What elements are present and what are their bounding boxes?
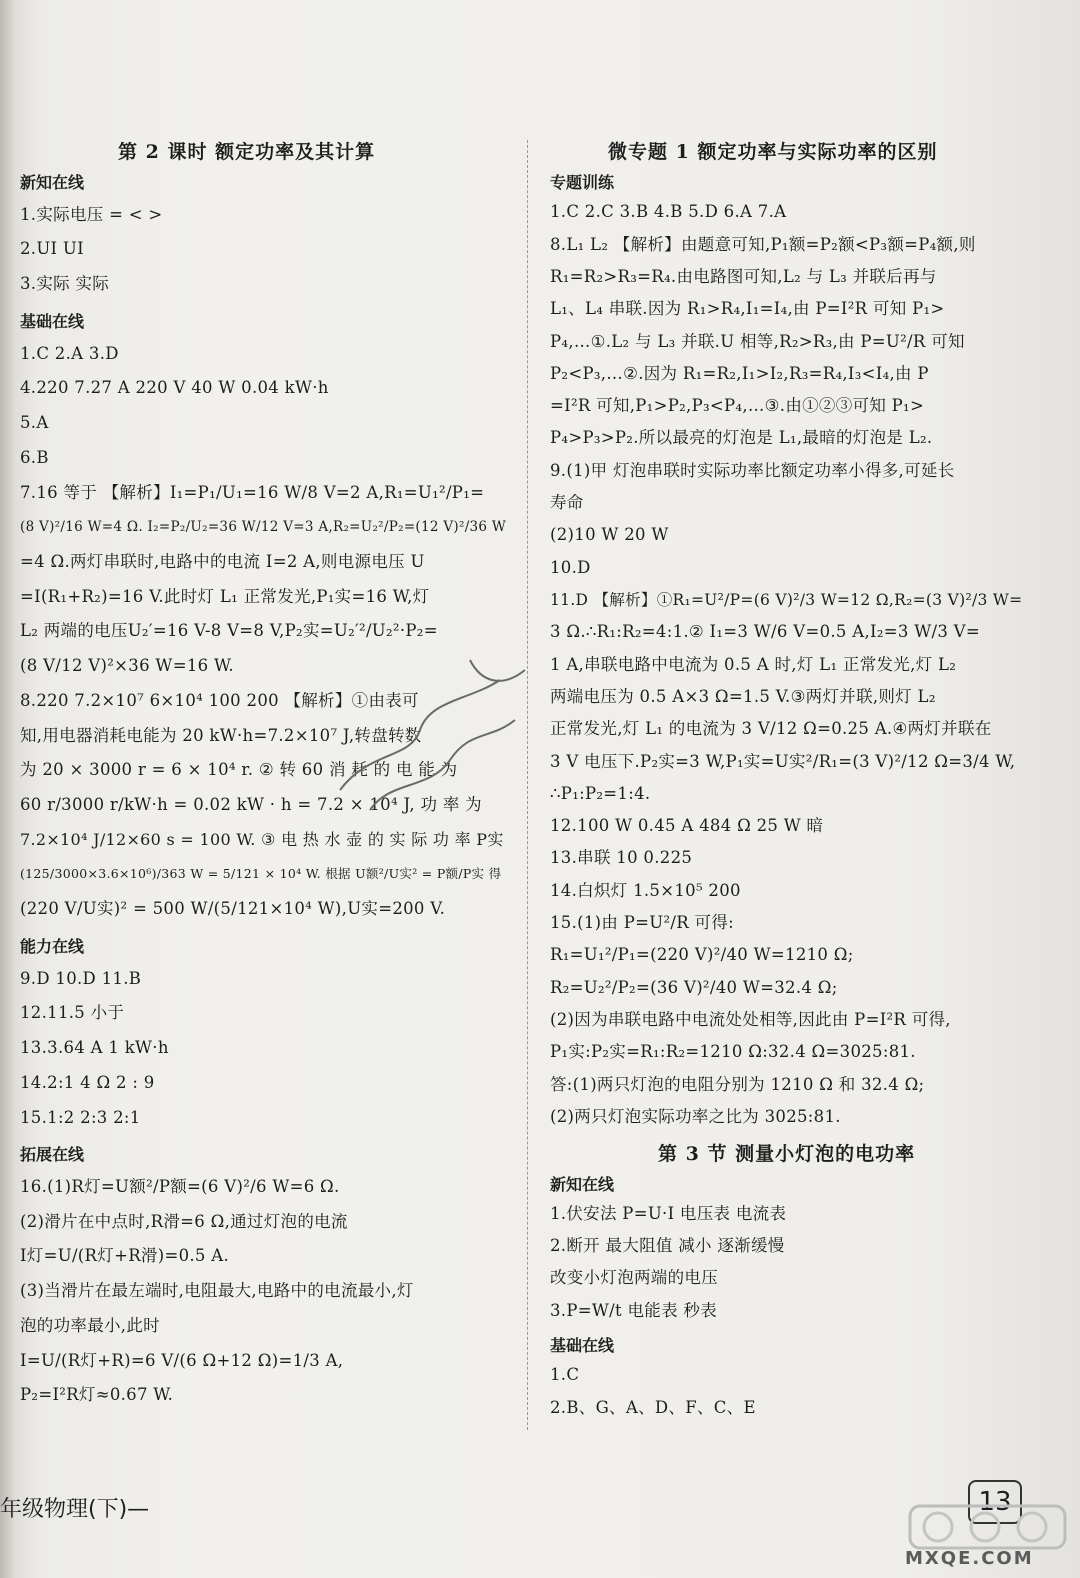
left-line: 8.220 7.2×10⁷ 6×10⁴ 100 200 【解析】①由表可	[20, 690, 419, 710]
right-line: (2)因为串联电路中电流处处相等,因此由 P=I²R 可得,	[550, 1010, 951, 1029]
right-line: ∴P₁:P₂=1:4.	[550, 783, 651, 803]
right-line: 11.D 【解析】①R₁=U²/P=(6 V)²/3 W=12 Ω,R₂=(3 V)²/3 W=	[550, 591, 1023, 609]
right-section-heading: 基础在线	[550, 1336, 615, 1356]
left-line: P₂=I²R灯≈0.67 W.	[20, 1385, 174, 1405]
right-line: 3 V 电压下.P₂实=3 W,P₁实=U实²/R₁=(3 V)²/12 Ω=3/4 W,	[550, 751, 1016, 771]
page-number: 13	[968, 1480, 1022, 1524]
right-line: R₁=U₁²/P₁=(220 V)²/40 W=1210 Ω;	[550, 945, 854, 965]
right-line: 2.B、G、A、D、F、C、E	[550, 1397, 756, 1417]
right-line: (2)两只灯泡实际功率之比为 3025:81.	[550, 1106, 841, 1126]
right-line: 15.(1)由 P=U²/R 可得:	[550, 913, 734, 933]
right-line: P₄,…①.L₂ 与 L₃ 并联.U 相等,R₂>R₃,由 P=U²/R 可知	[550, 331, 965, 351]
left-line: 4.220 7.27 A 220 V 40 W 0.04 kW·h	[20, 378, 329, 398]
right-line: P₄>P₃>P₂.所以最亮的灯泡是 L₁,最暗的灯泡是 L₂.	[550, 428, 933, 448]
right-section-heading: 专题训练	[550, 173, 615, 192]
right-line: 8.L₁ L₂ 【解析】由题意可知,P₁额=P₂额<P₃额=P₄额,则	[550, 234, 976, 254]
right-line: 答:(1)两只灯泡的电阻分别为 1210 Ω 和 32.4 Ω;	[550, 1074, 925, 1094]
left-line: (3)当滑片在最左端时,电阻最大,电路中的电流最小,灯	[20, 1281, 414, 1301]
right-line: (2)10 W 20 W	[550, 525, 669, 545]
right-line: 14.白炽灯 1.5×10⁵ 200	[550, 880, 741, 900]
left-line: 1.C 2.A 3.D	[20, 343, 119, 363]
left-line: 15.1:2 2:3 2:1	[20, 1107, 141, 1127]
left-line: 5.A	[20, 413, 49, 433]
left-line: I=U/(R灯+R)=6 V/(6 Ω+12 Ω)=1/3 A,	[20, 1350, 344, 1370]
left-line: 12.11.5 小于	[20, 1003, 125, 1023]
right-line: P₁实:P₂实=R₁:R₂=1210 Ω:32.4 Ω=3025:81.	[550, 1042, 916, 1062]
right-line: 10.D	[550, 557, 591, 577]
right-line: 改变小灯泡两端的电压	[550, 1268, 718, 1288]
left-line: 7.16 等于 【解析】I₁=P₁/U₁=16 W/8 V=2 A,R₁=U₁²/P₁=	[20, 482, 485, 502]
left-line: (8 V)²/16 W=4 Ω. I₂=P₂/U₂=36 W/12 V=3 A,R₂=U₂²/P₂=(12 V)²/36 W	[20, 519, 507, 536]
right-line: 1.C 2.C 3.B 4.B 5.D 6.A 7.A	[550, 202, 787, 222]
right-line: 1.伏安法 P=U·I 电压表 电流表	[550, 1203, 787, 1223]
right-line: 3 Ω.∴R₁:R₂=4:1.② I₁=3 W/6 V=0.5 A,I₂=3 W/3 V=	[550, 622, 981, 642]
left-line: 16.(1)R灯=U额²/P额=(6 V)²/6 W=6 Ω.	[20, 1176, 340, 1196]
left-section-heading: 拓展在线	[20, 1145, 85, 1165]
left-line: =4 Ω.两灯串联时,电路中的电流 I=2 A,则电源电压 U	[20, 551, 425, 571]
right-line: 1 A,串联电路中电流为 0.5 A 时,灯 L₁ 正常发光,灯 L₂	[550, 654, 957, 674]
left-line: I灯=U/(R灯+R滑)=0.5 A.	[20, 1246, 230, 1266]
left-section-heading: 基础在线	[20, 311, 85, 331]
right-line: R₂=U₂²/P₂=(36 V)²/40 W=32.4 Ω;	[550, 977, 838, 997]
right-line: 1.C	[550, 1365, 580, 1385]
left-line: 9.D 10.D 11.B	[20, 968, 142, 988]
right-line: 12.100 W 0.45 A 484 Ω 25 W 暗	[550, 816, 824, 836]
footer-text: 年级物理(下)—	[0, 1497, 150, 1522]
right-line: L₁、L₄ 串联.因为 R₁>R₄,I₁=I₄,由 P=I²R 可知 P₁>	[550, 299, 945, 319]
left-line: 60 r/3000 r/kW·h = 0.02 kW · h = 7.2 × 10⁴ J, 功 率 为	[20, 795, 482, 814]
right-line: 寿命	[550, 493, 584, 513]
left-line: 知,用电器消耗电能为 20 kW·h=7.2×10⁷ J,转盘转数	[20, 725, 422, 745]
left-line: (8 V/12 V)²×36 W=16 W.	[20, 656, 234, 676]
watermark-url: MXQE.COM	[905, 1548, 1034, 1569]
handwritten-scribble	[300, 640, 540, 830]
left-line: =I(R₁+R₂)=16 V.此时灯 L₁ 正常发光,P₁实=16 W,灯	[20, 586, 430, 606]
right-line: 正常发光,灯 L₁ 的电流为 3 V/12 Ω=0.25 A.④两灯并联在	[550, 719, 992, 739]
left-line: 7.2×10⁴ J/12×60 s = 100 W. ③ 电 热 水 壶 的 实 际 功 率 P实	[20, 829, 504, 849]
left-line: (125/3000×3.6×10⁶)/363 W = 5/121 × 10⁴ W. 根据 U额²/U实² = P额/P实 得	[20, 866, 502, 882]
left-line: 6.B	[20, 447, 49, 467]
right-line: 9.(1)甲 灯泡串联时实际功率比额定功率小得多,可延长	[550, 460, 955, 480]
right-heading: 第 3 节 测量小灯泡的电功率	[658, 1143, 916, 1166]
right-line: 13.串联 10 0.225	[550, 848, 693, 868]
left-line: 泡的功率最小,此时	[20, 1315, 160, 1335]
left-line: (220 V/U实)² = 500 W/(5/121×10⁴ W),U实=200 V.	[20, 899, 446, 919]
left-line: 1.实际电压 = < >	[20, 204, 163, 224]
left-line: L₂ 两端的电压U₂′=16 V-8 V=8 V,P₂实=U₂′²/U₂²·P₂=	[20, 621, 438, 641]
right-line: 两端电压为 0.5 A×3 Ω=1.5 V.③两灯并联,则灯 L₂	[550, 686, 936, 706]
right-section-heading: 新知在线	[550, 1174, 615, 1194]
right-line: P₂<P₃,…②.因为 R₁=R₂,I₁>I₂,R₃=R₄,I₃<I₄,由 P	[550, 363, 929, 383]
left-section-heading: 能力在线	[20, 936, 85, 956]
left-line: 为 20 × 3000 r = 6 × 10⁴ r. ② 转 60 消 耗 的 电 能 为	[20, 760, 458, 780]
left-line: (2)滑片在中点时,R滑=6 Ω,通过灯泡的电流	[20, 1211, 348, 1231]
left-line: 3.实际 实际	[20, 274, 110, 294]
left-line: 2.UI UI	[20, 239, 84, 259]
page-binding	[0, 0, 14, 1578]
left-line: 13.3.64 A 1 kW·h	[20, 1038, 169, 1058]
left-line: 14.2:1 4 Ω 2 : 9	[20, 1072, 155, 1092]
right-line: 2.断开 最大阻值 减小 逐渐缓慢	[550, 1236, 785, 1256]
left-section-heading: 新知在线	[20, 173, 85, 192]
right-line: =I²R 可知,P₁>P₂,P₃<P₄,…③.由①②③可知 P₁>	[550, 396, 925, 416]
right-line: R₁=R₂>R₃=R₄.由电路图可知,L₂ 与 L₃ 并联后再与	[550, 266, 937, 286]
right-line: 3.P=W/t 电能表 秒表	[550, 1300, 718, 1320]
left-title: 第 2 课时 额定功率及其计算	[118, 141, 376, 163]
right-title: 微专题 1 额定功率与实际功率的区别	[608, 141, 938, 163]
